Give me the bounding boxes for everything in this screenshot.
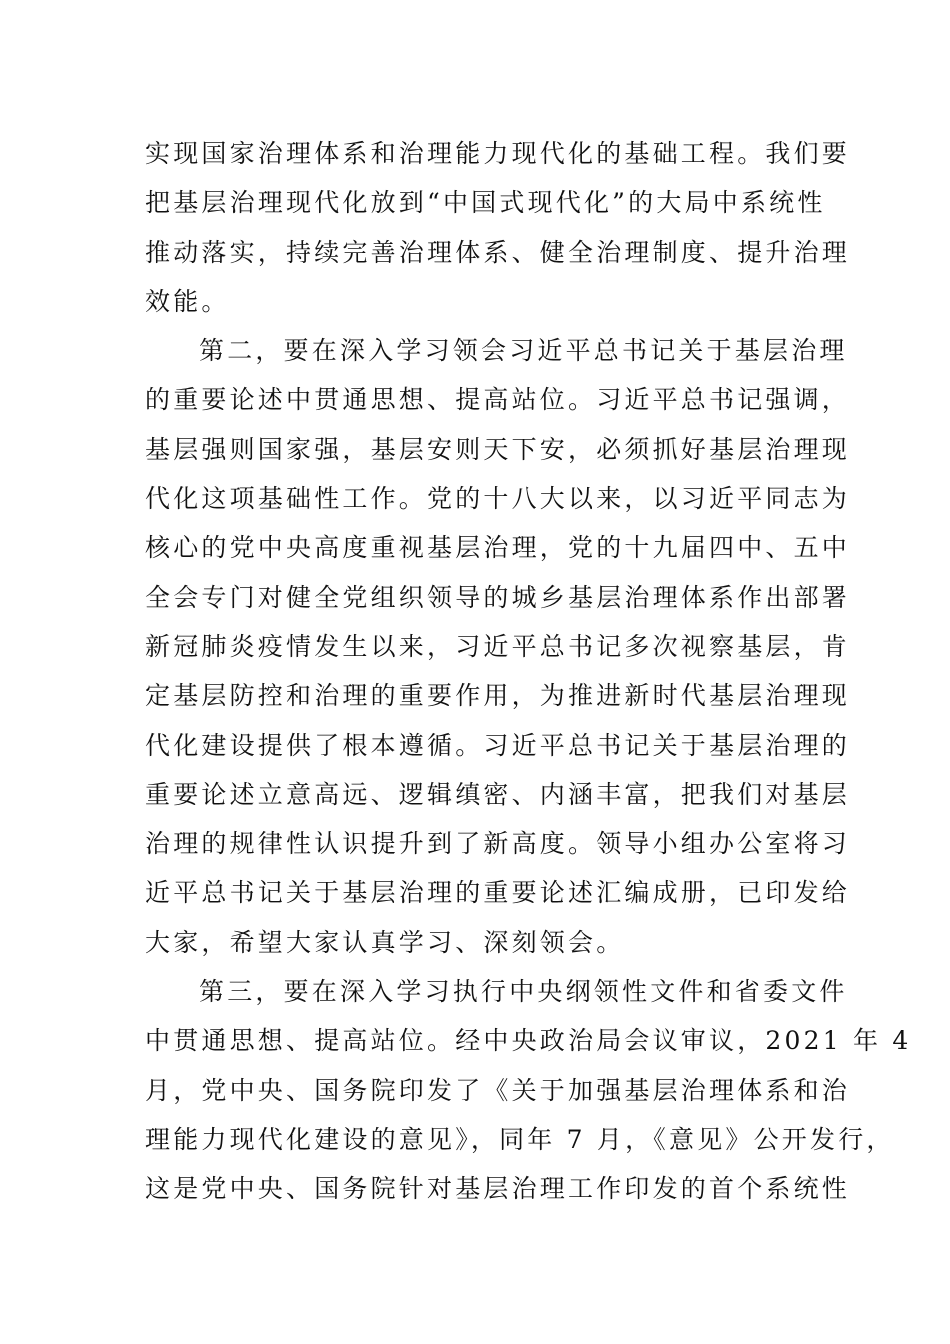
text-line: 新冠肺炎疫情发生以来，习近平总书记多次视察基层，肯	[145, 631, 851, 661]
text-line: 近平总书记关于基层治理的重要论述汇编成册，已印发给	[145, 878, 851, 908]
text-line: 月，党中央、国务院印发了《关于加强基层治理体系和治	[145, 1075, 851, 1105]
text-line: 理能力现代化建设的意见》，同年 7 月，《意见》公开发行，	[145, 1124, 895, 1154]
text-line: 中贯通思想、提高站位。经中央政治局会议审议，2021 年 4	[145, 1026, 912, 1056]
text-line: 治理的规律性认识提升到了新高度。领导小组办公室将习	[145, 829, 851, 859]
paragraph-start-line: 第二，要在深入学习领会习近平总书记关于基层治理	[199, 336, 848, 366]
text-line: 这是党中央、国务院针对基层治理工作印发的首个系统性	[145, 1174, 851, 1204]
text-line: 代化这项基础性工作。党的十八大以来，以习近平同志为	[145, 484, 851, 514]
text-line: 基层强则国家强，基层安则天下安，必须抓好基层治理现	[145, 434, 851, 464]
text-line: 核心的党中央高度重视基层治理，党的十九届四中、五中	[145, 533, 851, 563]
text-line: 把基层治理现代化放到“中国式现代化”的大局中系统性	[145, 188, 826, 218]
text-line: 代化建设提供了根本遵循。习近平总书记关于基层治理的	[145, 730, 851, 760]
text-line: 全会专门对健全党组织领导的城乡基层治理体系作出部署	[145, 582, 851, 612]
text-line: 推动落实，持续完善治理体系、健全治理制度、提升治理	[145, 237, 851, 267]
text-line: 大家，希望大家认真学习、深刻领会。	[145, 927, 625, 957]
text-line: 实现国家治理体系和治理能力现代化的基础工程。我们要	[145, 139, 851, 168]
document-body	[145, 129, 912, 1214]
paragraph-start-line: 第三，要在深入学习执行中央纲领性文件和省委文件	[199, 977, 848, 1007]
text-line: 效能。	[145, 286, 230, 316]
text-line: 的重要论述中贯通思想、提高站位。习近平总书记强调，	[145, 385, 851, 415]
text-line: 重要论述立意高远、逻辑缜密、内涵丰富，把我们对基层	[145, 779, 851, 809]
text-line: 定基层防控和治理的重要作用，为推进新时代基层治理现	[145, 681, 851, 711]
